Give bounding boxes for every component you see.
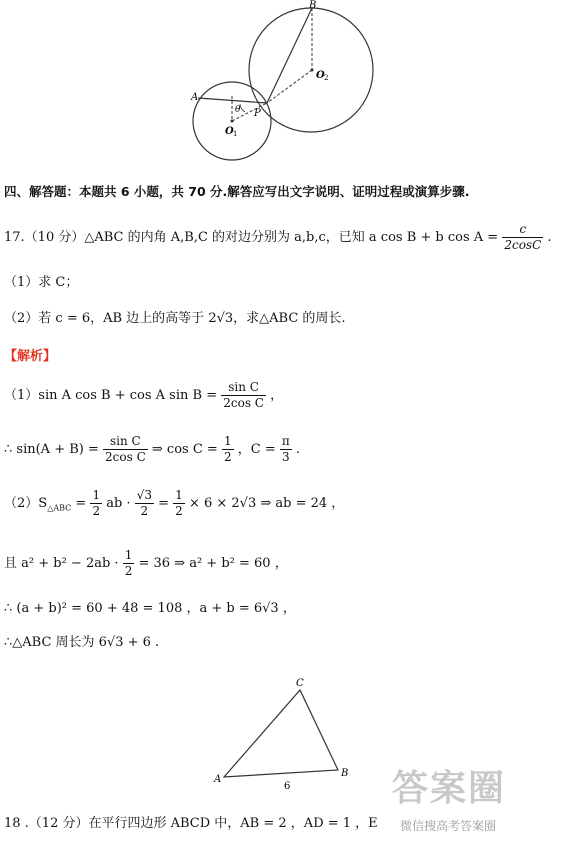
q17-fraction <box>502 222 543 253</box>
label-tri-side: 6 <box>284 781 291 792</box>
label-theta: θ <box>235 105 241 115</box>
l4-num: 1 <box>124 548 133 562</box>
analysis-line1 <box>4 380 283 411</box>
triangle-abc <box>224 690 338 777</box>
l2-fraction2 <box>222 434 234 465</box>
watermark-text: 微信搜高考答案圈 <box>400 819 497 833</box>
l3-den2: 2 <box>140 504 149 518</box>
figure-two-circles <box>185 0 385 165</box>
q17-head: 17.（10 分）△ABC 的内角 A,B,C 的对边分别为 a,b,c，已知 a cos B + b cos A = <box>4 230 499 245</box>
l3-post: × 6 × 2√3 ⇒ ab = 24 ， <box>188 496 345 511</box>
q17-frac-num: c <box>502 222 543 238</box>
l2-fraction3 <box>280 434 292 465</box>
l2-num3: π <box>281 434 290 448</box>
watermark-logo: 答案圈 <box>392 768 507 809</box>
l2-mid2: ，C = <box>237 442 276 457</box>
l4-fraction <box>123 548 135 579</box>
analysis-line4 <box>4 548 288 579</box>
l3-den3: 2 <box>175 504 183 518</box>
l3-sub: △ABC <box>47 503 72 513</box>
label-o2-sub: 2 <box>324 74 329 82</box>
l2-mid: ⇒ cos C = <box>151 442 218 457</box>
analysis-line2 <box>4 434 300 465</box>
label-a: A <box>191 92 199 103</box>
q17-part2: （2）若 c = 6，AB 边上的高等于 2√3，求△ABC 的周长. <box>4 311 346 326</box>
l2-fraction1 <box>103 434 148 465</box>
l2-post: . <box>295 442 301 457</box>
l1-pre: （1）sin A cos B + cos A sin B = <box>4 388 218 403</box>
l3-num3: 1 <box>175 488 183 502</box>
label-tri-c: C <box>296 678 304 689</box>
label-tri-a: A <box>214 774 222 785</box>
analysis-line5: ∴ (a + b)² = 60 + 48 = 108 ，a + b = 6√3 ， <box>4 601 296 616</box>
l4-pre: 且 a² + b² − 2ab · <box>4 556 119 571</box>
l3-num2: √3 <box>136 488 152 502</box>
l3-mid1: ab · <box>106 496 131 511</box>
l3-fraction3 <box>173 488 185 519</box>
l4-post: = 36 ⇒ a² + b² = 60 ， <box>138 556 288 571</box>
l3-den1: 2 <box>92 504 101 518</box>
label-o1-sub: 1 <box>233 130 238 138</box>
l2-num: sin C <box>103 434 148 450</box>
q17-statement <box>4 222 552 253</box>
l3-eq2: = <box>158 496 170 511</box>
q18-statement: 18 .（12 分）在平行四边形 ABCD 中，AB = 2 ，AD = 1 ，E <box>4 816 378 831</box>
angle-arc <box>240 104 245 112</box>
l4-den: 2 <box>124 564 133 578</box>
l3-num1: 1 <box>92 488 101 502</box>
q17-tail: . <box>547 230 552 245</box>
q17-frac-den: 2cosC <box>504 238 542 252</box>
l1-den: 2cos C <box>223 396 264 410</box>
label-o2: O <box>316 70 325 81</box>
l2-pre: ∴ sin(A + B) = <box>4 442 99 457</box>
l2-den: 2cos C <box>105 450 146 464</box>
l2-den3: 3 <box>281 450 290 464</box>
label-tri-b: B <box>341 768 349 779</box>
segment-pb <box>267 8 312 103</box>
l3-fraction2 <box>135 488 154 519</box>
analysis-tag: 【解析】 <box>4 349 57 364</box>
l3-eq: = <box>71 496 87 511</box>
l2-num2: 1 <box>223 434 232 448</box>
section-title: 四、解答题：本题共 6 小题，共 70 分.解答应写出文字说明、证明过程或演算步骤. <box>4 184 470 199</box>
l1-fraction <box>221 380 266 411</box>
figure-triangle <box>205 672 365 797</box>
analysis-line3 <box>4 488 344 519</box>
analysis-line6: ∴△ABC 周长为 6√3 + 6 . <box>4 635 160 650</box>
label-b: B <box>309 0 317 11</box>
l3-pre: （2）S <box>4 496 48 511</box>
label-p: P <box>254 108 261 119</box>
l1-post: ， <box>270 388 284 403</box>
label-o1: O <box>225 126 234 137</box>
l3-fraction1 <box>90 488 102 519</box>
l2-den2: 2 <box>223 450 232 464</box>
q17-part1: （1）求 C； <box>4 275 79 290</box>
dashed-o2p <box>267 70 312 103</box>
l1-num: sin C <box>221 380 266 396</box>
